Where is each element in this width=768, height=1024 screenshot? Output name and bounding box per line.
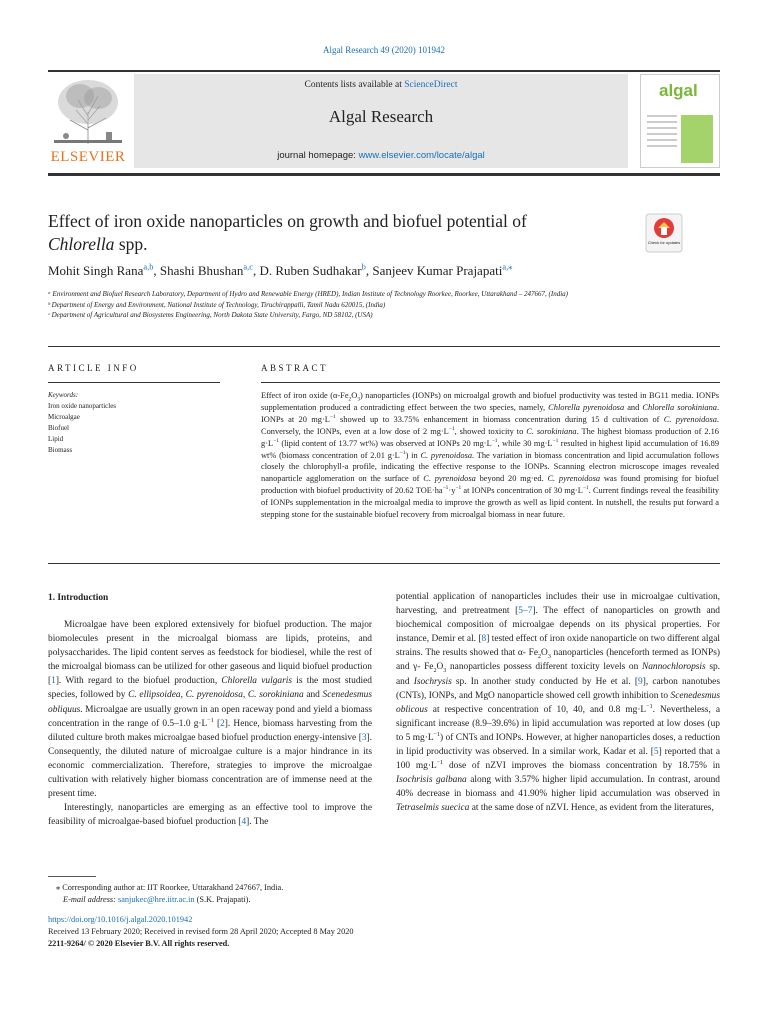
- tree-logo-icon: [48, 74, 128, 148]
- crossmark-label: Check for updates: [647, 240, 681, 245]
- abstract-text: Effect of iron oxide $(\alpha-Fe_2O_3)$ nanoparticles (IONPs) on microalgal growth and biofuel productivity was tested in BG11 media. IONPs supplementation produced a contradicting effect between the two species, namely, Chlorella pyrenoidosa and Chlorella sorokiniana. IONPs at 20 $mg\cdot L^{-1}$ showed up to 33.75% enhancement in biomass concentration during 15 d cultivation of C. pyrenoidosa. Conversely, the IONPs, even at a low dose of 2 $mg\cdot L^{-1}$, showed toxicity to C. sorokiniana. The highest biomass production of 2.16 $g\cdot L^{-1}$ (lipid content of 13.77 wt%) was observed at IONPs 20 $mg\cdot L^{-1}$, while 30 $mg\cdot L^{-1}$ resulted in highest lipid accumulation of 16.89 wt% (biomass concentration of 2.01 $g\cdot L^{-1}$) in C. pyrenoidosa. The variation in biomass concentration and lipid accumulation follows closely the chlorophyll-a profile, indicating the effective response to the IONPs. Scanning electron microscope images revealed nanoparticle agglomeration on the surface of C. pyrenoidosa beyond 20 mg·ed. C. pyrenoidosa was found promising for biofuel production with biofuel productivity of 20.62 $TOE\cdot ha^{-1}\cdot y^{-1}$ at IONPs concentration of 30 $mg\cdot L^{-1}$. Current findings reveal the feasibility of IONPs supplementation in the microalgal media to improve the growth as well as lipid content. In nutshell, the results put forward a stepping stone for the sustainable biofuel recovery from microalgal biomass in near future.: [261, 391, 720, 520]
- author-name[interactable]: D. Ruben Sudhakar: [259, 263, 362, 278]
- contents-line: [134, 80, 628, 90]
- intro-right-column: potential application of nanoparticles includes their use in microalgae cultivation, harvesting, and pretreatment [5–7]. The effect of nanoparticles on growth and biochemical composition of microalgae depends on its physical properties. For instance, Demir et al. [8] tested effect of iron oxide nanoparticle on two different algal strains. The results showed that α- $Fe_2O_3$ nanoparticles (henceforth termed as IONPs) and γ- $Fe_2O_3$ nanoparticles possess different toxicity levels on Nannochloropsis sp. and Isochrysis sp. In another study conducted by He et al. [9], carbon nanotubes (CNTs), IONPs, and MgO nanoparticle showed cell growth inhibition to Scenedesmus oblicous at respective concentration of 10, 40, and 0.8 $mg\cdot L^{-1}$. Nevertheless, a significant increase (8.9–39.6%) in lipid accumulation was reported at low doses (up to 5 $mg\cdot L^{-1}$) of CNTs and IONPs. However, at higher nanoparticles doses, a reduction in lipid productivity was observed. In a similar work, Kadar et al. [5] reported that a 100 $mg\cdot L^{-1}$ dose of nZVI improves the biomass concentration by 18.75% in Isochrisis galbana along with 3.57% higher lipid accumulation. In contrast, around 40% decrease in biomass and 41.90% higher lipid accumulation was observed in Tetraselmis suecica at the same dose of nZVI. Hence, as evident from the literatures,: [396, 592, 721, 814]
- abstract-rule: [261, 382, 720, 383]
- cover-text-lines: [647, 115, 677, 151]
- received-dates: Received 13 February 2020; Received in revised form 28 April 2020; Accepted 8 May 2020: [48, 927, 354, 936]
- author-sup[interactable]: a,⁎: [502, 261, 513, 272]
- journal-header-box: [134, 74, 628, 168]
- header-bottom-rule: [48, 173, 720, 176]
- elsevier-logo: [48, 74, 128, 166]
- journal-title: Algal Research: [328, 107, 434, 126]
- cover-image: [681, 115, 713, 163]
- affiliation: ᵇ Department of Energy and Environment, National Institute of Technology, Tiruchirappalli, Tamil Nadu 620015, (India): [48, 300, 386, 309]
- author-name[interactable]: Sanjeev Kumar Prajapati: [372, 263, 503, 278]
- publisher-logo-text: ELSEVIER: [50, 149, 126, 165]
- keywords-block: [48, 390, 218, 456]
- article-info-rule: [48, 382, 220, 383]
- footnote-rule: [48, 876, 96, 877]
- keyword: Biofuel: [48, 424, 69, 432]
- section-divider: [48, 346, 720, 347]
- keyword: Lipid: [48, 435, 64, 443]
- keywords-label: Keywords:: [48, 391, 79, 399]
- paragraph: Microalgae have been explored extensively for biofuel production. The major biomolecules present in the microalgal biomass are lipids, proteins, and polysaccharides. The lipid content serves as feedstock for biodiesel, while the rest of the microalgal biomass can be utilized for other gaseous and liquid biofuel production [1]. With regard to the biofuel production, Chlorella vulgaris is the most studied species, followed by C. ellipsoidea, C. pyrenoidosa, C. sorokiniana and Scenedesmus obliquus. Microalgae are usually grown in an open raceway pond and yield a biomass concentration in the range of 0.5–1.0 $g\cdot L^{-1}$ [2]. Hence, biomass harvesting from the diluted culture broth makes microalgae based biofuel production energy-intensive [3]. Consequently, the diluted nature of microalgae culture is a major hindrance in its economic commercialization. Therefore, strategies to improve the microalgae cultivation with relatively higher biomass concentration are of immense need at the present time.: [48, 620, 372, 800]
- email-link[interactable]: sanjukec@hre.iitr.ac.in: [118, 895, 195, 904]
- introduction-heading: 1. Introduction: [48, 593, 109, 603]
- sciencedirect-link[interactable]: ScienceDirect: [404, 80, 458, 90]
- header-top-rule: [48, 70, 720, 72]
- homepage-prefix: journal homepage:: [277, 150, 359, 161]
- keyword: Iron oxide nanoparticles: [48, 402, 117, 410]
- author-name[interactable]: Mohit Singh Rana: [48, 263, 144, 278]
- homepage-link[interactable]: www.elsevier.com/locate/algal: [358, 150, 485, 161]
- email-note: [63, 894, 663, 905]
- copyright-line: 2211-9264/ © 2020 Elsevier B.V. All rights reserved.: [48, 939, 230, 948]
- intro-left-column: [48, 618, 372, 829]
- contents-prefix: Contents lists available at: [304, 80, 405, 90]
- corresponding-author-note: ⁎ Corresponding author at: IIT Roorkee, Uttarakhand 247667, India.: [56, 883, 284, 892]
- doi-link[interactable]: https://doi.org/10.1016/j.algal.2020.101942: [48, 915, 193, 924]
- paragraph: Interestingly, nanoparticles are emerging as an effective tool to improve the feasibility of microalgae-based biofuel production [4]. The: [48, 803, 372, 828]
- title-italic: Chlorella: [48, 234, 115, 254]
- author-sup[interactable]: a,c: [243, 261, 253, 272]
- title-line1: Effect of iron oxide nanoparticles on growth and biofuel potential of: [48, 211, 527, 231]
- abstract-bottom-rule: [48, 563, 720, 564]
- article-info-heading: ARTICLE INFO: [48, 363, 139, 373]
- crossmark-icon: [645, 213, 683, 253]
- author-sup[interactable]: b: [361, 261, 366, 272]
- cover-title: algal: [659, 81, 698, 100]
- affiliations: [48, 289, 668, 321]
- journal-citation[interactable]: Algal Research 49 (2020) 101942: [323, 45, 445, 55]
- affiliation: ᶜ Department of Agricultural and Biosystems Engineering, North Dakota State University, Fargo, ND 58102, (USA): [48, 311, 373, 319]
- journal-cover-thumbnail[interactable]: [640, 74, 720, 168]
- keyword: Biomass: [48, 446, 73, 454]
- author-name[interactable]: Shashi Bhushan: [159, 263, 244, 278]
- title-line2-rest: spp.: [114, 234, 148, 254]
- homepage-line: [134, 150, 628, 161]
- paper-title: [48, 210, 608, 256]
- author-sup[interactable]: a,b: [143, 261, 154, 272]
- author-list: Mohit Singh Rana$^{a,b}$, Shashi Bhushan$^{a,c}$, D. Ruben Sudhakar$^b$, Sanjeev Kumar Prajapati$^{a,⁎}$: [48, 261, 513, 278]
- affiliation: ᵃ Environment and Biofuel Research Laboratory, Department of Hydro and Renewable Energy (HRED), Indian Institute of Technology Roorkee, Roorkee, Uttarakhand – 247667, (India): [48, 290, 568, 298]
- abstract-heading: ABSTRACT: [261, 363, 329, 373]
- keyword: Microalgae: [48, 413, 80, 421]
- check-for-updates-badge[interactable]: [645, 213, 683, 253]
- email-suffix: (S.K. Prajapati).: [194, 895, 251, 904]
- email-label: E-mail address:: [63, 895, 118, 904]
